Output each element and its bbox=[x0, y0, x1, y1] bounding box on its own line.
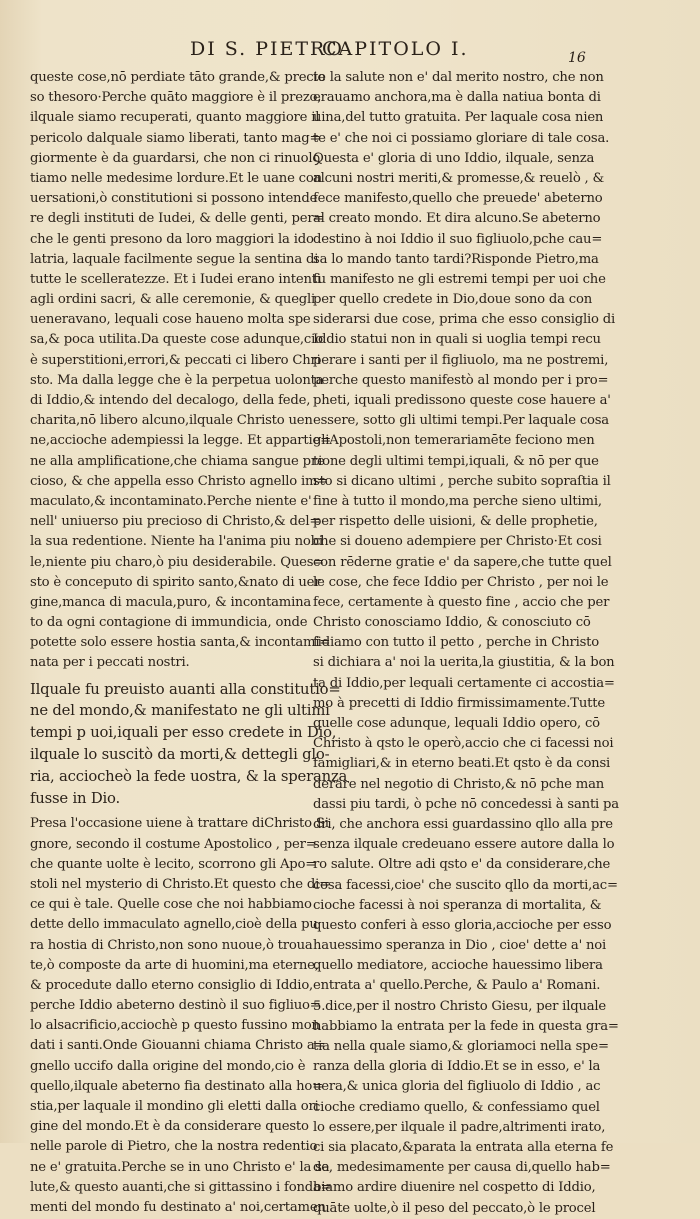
commentary-line: quāte uolte,ò il peso del peccato,ò le procel bbox=[313, 1200, 596, 1216]
commentary-line: habbiamo la entrata per la fede in questa gra= bbox=[313, 1018, 619, 1034]
commentary-line: nell' uniuerso piu precioso di Christo,& del= bbox=[30, 514, 321, 530]
commentary-line: tia nella quale siamo,& gloriamoci nella spe= bbox=[313, 1039, 609, 1054]
commentary-line: stia,per laquale il mondino gli eletti dalla ori bbox=[30, 1099, 319, 1115]
commentary-line: destino à noi Iddio il suo figliuolo,pche cau= bbox=[313, 231, 603, 247]
commentary-line: perche Iddio abeterno destinò il suo figliuo= bbox=[30, 998, 321, 1014]
commentary-line: te la salute non e' dal merito nostro, che non bbox=[313, 70, 604, 85]
commentary-line: entrata a' quello.Perche, & Paulo a' Romani. bbox=[313, 978, 601, 994]
commentary-line: dassi piu tardi, ò pche nō concedessi à santi pa bbox=[313, 796, 619, 812]
commentary-line: quello mediatore, accioche hauessimo libera bbox=[313, 958, 603, 974]
commentary-line: cosa facessi,cioe' che suscito qllo da morti,ac= bbox=[313, 877, 618, 893]
scripture-verse-line: Ilquale fu preuisto auanti alla constitutio= bbox=[30, 680, 341, 698]
commentary-line: sa,& poca utilita.Da queste cose adunque,cio bbox=[30, 332, 323, 348]
commentary-line: alcuni nostri meriti,& promesse,& reuelò , & bbox=[313, 170, 605, 186]
commentary-line: latria, laquale facilmente segue la sentina di bbox=[30, 251, 319, 267]
commentary-line: siderarsi due cose, prima che esso consiglio di bbox=[313, 312, 616, 328]
commentary-line: per quello credete in Dio,doue sono da con bbox=[313, 292, 593, 308]
commentary-line: tiamo nelle medesime lordure.Et le uane con bbox=[30, 170, 322, 186]
commentary-line: agli ordini sacri, & alle ceremonie, & quegli bbox=[30, 292, 316, 308]
commentary-line: nelle parole di Pietro, che la nostra redentio bbox=[30, 1139, 318, 1155]
commentary-line: quello,ilquale abeterno fia destinato alla ho= bbox=[30, 1078, 323, 1094]
commentary-line: lo essere,per ilquale il padre,altrimenti irato, bbox=[313, 1119, 606, 1135]
commentary-line: fece, certamente à questo fine , accio che per bbox=[313, 594, 610, 610]
commentary-line: menti del mondo fu destinato a' noi,certamen bbox=[30, 1199, 326, 1215]
commentary-line: tutte le scelleratezze. Et i Iudei erano intenti bbox=[30, 271, 321, 287]
folio-number: 16 bbox=[568, 50, 586, 66]
commentary-line: Iddio statui non in quali si uoglia tempi recu bbox=[313, 332, 601, 348]
commentary-line: gine,manca di macula,puro, & incontamina bbox=[30, 594, 312, 610]
commentary-line: lute,& questo auanti,che si gittassino i fonda= bbox=[30, 1179, 332, 1195]
commentary-line: te e' che noi ci possiamo gloriare di tale cosa. bbox=[313, 130, 610, 146]
commentary-line: gliApostoli,non temerariamēte feciono men bbox=[313, 433, 595, 449]
commentary-line: queste cose,nō perdiate tāto grande,& precio bbox=[30, 70, 326, 85]
commentary-line: ra hostia di Christo,non sono nuoue,ò troua bbox=[30, 937, 313, 953]
commentary-line: Christo à qsto le operò,accio che ci facessi noi bbox=[313, 736, 614, 752]
commentary-line: & procedute dallo eterno consiglio di Iddio, bbox=[30, 977, 314, 993]
commentary-line: di Iddio,& intendo del decalogo, della fede, bbox=[30, 393, 311, 408]
scripture-verse-line: tempi p uoi,iquali per esso credete in Dio, bbox=[30, 724, 337, 742]
scripture-verse-line: ne del mondo,& manifestato ne gli ultimi bbox=[30, 702, 330, 720]
commentary-line: cioche crediamo quello, & confessiamo quel bbox=[313, 1099, 600, 1115]
commentary-line: Questa e' gloria di uno Iddio, ilquale, senza bbox=[313, 150, 595, 166]
commentary-line: uina,del tutto gratuita. Per laquale cosa nien bbox=[313, 110, 604, 126]
commentary-line: è superstitioni,errori,& peccati ci libero Chri bbox=[30, 352, 321, 368]
commentary-line: essere, sotto gli ultimi tempi.Per laquale cosa bbox=[313, 413, 609, 429]
commentary-line: per rispetto delle uisioni, & delle prophetie, bbox=[313, 514, 598, 530]
commentary-line: le cose, che fece Iddio per Christo , per noi le bbox=[313, 574, 609, 590]
running-header bbox=[0, 38, 700, 66]
commentary-line: uersationi,ò constitutioni si possono intende bbox=[30, 191, 318, 207]
commentary-line: sto. Ma dalla legge che è la perpetua uolonta bbox=[30, 372, 324, 388]
commentary-line: quelle cose adunque, lequali Iddio opero, cō bbox=[313, 716, 600, 731]
commentary-line: pericolo dalquale siamo liberati, tanto mag= bbox=[30, 130, 321, 146]
scripture-verse-line: ilquale lo suscitò da morti,& dettegli glo- bbox=[30, 746, 330, 764]
commentary-line: biamo ardire diuenire nel cospetto di Iddio, bbox=[313, 1180, 596, 1196]
commentary-line: charita,nō libero alcuno,ilquale Christo uen bbox=[30, 413, 313, 429]
commentary-line: mo à precetti di Iddio firmissimamente.Tutte bbox=[313, 695, 605, 711]
commentary-line: ce qui è tale. Quelle cose che noi habbiamo bbox=[30, 897, 312, 913]
commentary-line: ilquale siamo recuperati, quanto maggiore il bbox=[30, 110, 320, 126]
commentary-line: cioche facessi à noi speranza di mortalita, & bbox=[313, 897, 602, 913]
commentary-line: hauessimo speranza in Dio , cioe' dette a' noi bbox=[313, 938, 607, 954]
commentary-line: Presa l'occasione uiene à trattare diChristo Si bbox=[30, 816, 329, 832]
commentary-line: ne alla amplificatione,che chiama sangue pre bbox=[30, 453, 325, 469]
commentary-line: uera,& unica gloria del figliuolo di Iddio , ac bbox=[313, 1079, 601, 1095]
commentary-line: maculato,& incontaminato.Perche niente e' bbox=[30, 493, 312, 509]
commentary-line: con rēderne gratie e' da sapere,che tutte quel bbox=[313, 554, 612, 570]
commentary-line: dati i santi.Onde Giouanni chiama Christo a= bbox=[30, 1038, 326, 1054]
running-head-right: CAPITOLO I. bbox=[322, 38, 469, 60]
left-column bbox=[30, 68, 348, 1218]
commentary-line: gnello uccifo dalla origine del mondo,cio è bbox=[30, 1058, 306, 1074]
commentary-line: to da ogni contagione di immundicia, onde bbox=[30, 615, 308, 631]
commentary-line: le,niente piu charo,ò piu desiderabile. Ques= bbox=[30, 554, 325, 570]
scripture-verse-line: ria, acciocheò la fede uostra, & la speranza bbox=[30, 767, 348, 785]
commentary-line: ne,accioche adempiessi la legge. Et appartie= bbox=[30, 433, 331, 449]
commentary-line: gine del mondo.Et è da considerare questo bbox=[30, 1119, 309, 1135]
commentary-line: tione degli ultimi tempi,iquali, & nō per que bbox=[313, 453, 599, 469]
commentary-line: ro salute. Oltre adi qsto e' da considerare,che bbox=[313, 857, 611, 873]
commentary-line: sto si dicano ultimi , perche subito sopraſtia il bbox=[313, 473, 611, 489]
commentary-line: perare i santi per il figliuolo, ma ne postremi, bbox=[313, 352, 609, 368]
commentary-line: ci sia placato,&parata la entrata alla eterna fe bbox=[313, 1139, 614, 1155]
commentary-line: dri, che anchora essi guardassino qllo alla pre bbox=[313, 816, 613, 832]
commentary-line: ueneravano, lequali cose haueno molta spe bbox=[30, 312, 311, 328]
commentary-line: al creato mondo. Et dira alcuno.Se abeterno bbox=[313, 211, 601, 227]
commentary-line: fece manifesto,quello che preuede' abeterno bbox=[313, 191, 603, 207]
commentary-line: pheti, iquali predissono queste cose hauere a' bbox=[313, 393, 611, 408]
commentary-line: ne e' gratuita.Perche se in uno Christo e' la sa bbox=[30, 1159, 330, 1175]
commentary-line: giormente è da guardarsi, che non ci rinuolꝯ bbox=[30, 150, 320, 166]
commentary-line: cioso, & che appella esso Christo agnello im= bbox=[30, 473, 329, 489]
commentary-line: 5.dice,per il nostro Christo Giesu, per ilquale bbox=[313, 998, 607, 1014]
commentary-line: perche questo manifestò al mondo per i pro= bbox=[313, 372, 609, 388]
commentary-line: re degli instituti de Iudei, & delle genti, per= bbox=[30, 211, 325, 227]
commentary-line: che si doueno adempiere per Christo·Et cosi bbox=[313, 534, 602, 550]
commentary-line: gnore, secondo il costume Apostolico , per= bbox=[30, 836, 317, 852]
commentary-line: potette solo essere hostia santa,& incontami= bbox=[30, 635, 331, 651]
commentary-line: erauamo anchora,ma è dalla natiua bonta di bbox=[313, 90, 601, 106]
commentary-line: de, medesimamente per causa di,quello hab= bbox=[313, 1160, 611, 1176]
commentary-line: ranza della gloria di Iddio.Et se in esso, e' la bbox=[313, 1059, 601, 1075]
commentary-line: questo conferi à esso gloria,accioche per esso bbox=[313, 917, 612, 933]
commentary-line: fidiamo con tutto il petto , perche in Christo bbox=[313, 635, 600, 651]
commentary-line: fine à tutto il mondo,ma perche sieno ultimi, bbox=[313, 493, 602, 509]
commentary-line: famigliari,& in eterno beati.Et qsto è da consi bbox=[313, 756, 611, 772]
commentary-line: sto è conceputo di spirito santo,&nato di uer bbox=[30, 574, 321, 590]
commentary-line: che quante uolte è lecito, scorrono gli Apo= bbox=[30, 856, 317, 872]
commentary-line: senza ilquale credeuano essere autore dalla lo bbox=[313, 837, 615, 853]
commentary-line: fu manifesto ne gli estremi tempi per uoi che bbox=[313, 271, 606, 287]
commentary-line: che le genti presono da loro maggiori la ido bbox=[30, 231, 314, 247]
commentary-line: sa lo mando tanto tardi?Risponde Pietro,ma bbox=[313, 251, 599, 267]
commentary-line: te,ò composte da arte di huomini,ma eterne, bbox=[30, 957, 319, 973]
commentary-line: so thesoro·Perche quāto maggiore è il prezo, bbox=[30, 90, 322, 106]
right-column bbox=[313, 68, 619, 1219]
running-head-left: DI S. PIETRO bbox=[190, 38, 344, 60]
commentary-line: ta di Iddio,per lequali certamente ci accostia= bbox=[313, 675, 615, 691]
commentary-line: dette dello immaculato agnello,cioè della pu bbox=[30, 917, 318, 933]
commentary-line: lo alsacrificio,acciochè p questo fussino mon bbox=[30, 1018, 320, 1034]
commentary-line: la sua redentione. Niente ha l'anima piu nobi bbox=[30, 534, 323, 550]
commentary-line: stoli nel mysterio di Christo.Et questo che di= bbox=[30, 876, 330, 892]
commentary-line: derare nel negotio di Christo,& nō pche man bbox=[313, 776, 605, 792]
commentary-line: nata per i peccati nostri. bbox=[30, 655, 190, 671]
scripture-verse-line: fusse in Dio. bbox=[30, 789, 120, 807]
commentary-line: Christo conosciamo Iddio, & conosciuto cō bbox=[313, 615, 591, 631]
commentary-line: si dichiara a' noi la uerita,la giustitia, & la bon bbox=[313, 655, 615, 671]
